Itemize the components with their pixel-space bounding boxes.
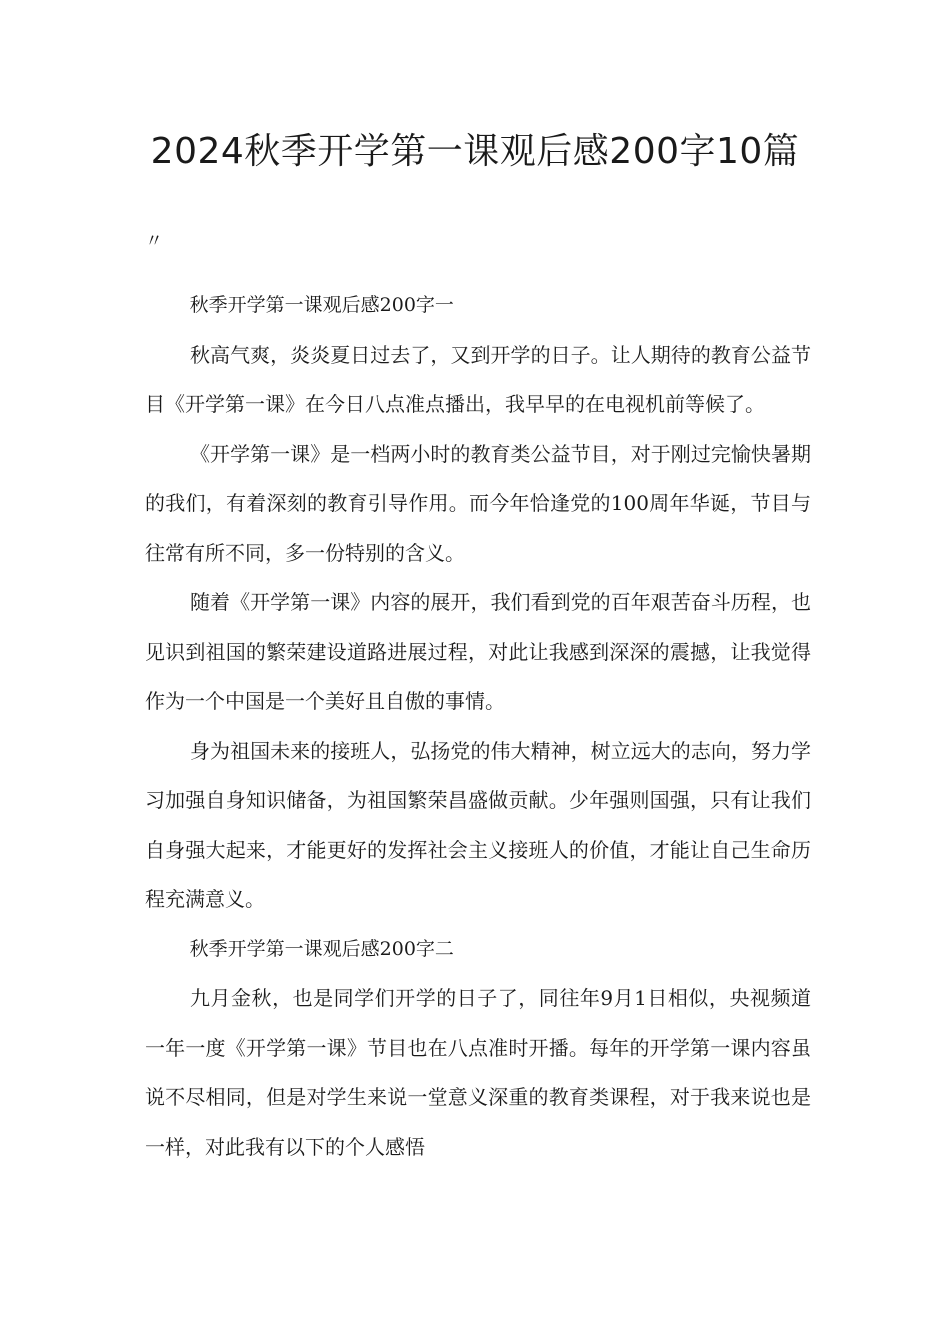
paragraph: 随着《开学第一课》内容的展开，我们看到党的百年艰苦奋斗历程，也见识到祖国的繁荣建设道路进展过程，对此让我感到深深的震撼，让我觉得作为一个中国是一个美好且自傲的事情。 (145, 590, 811, 713)
document-title: 2024秋季开学第一课观后感200字10篇 (150, 131, 800, 172)
paragraph: 秋高气爽，炎炎夏日过去了，又到开学的日子。让人期待的教育公益节目《开学第一课》在今日八点准点播出，我早早的在电视机前等候了。 (145, 342, 811, 416)
paragraph: 《开学第一课》是一档两小时的教育类公益节目，对于刚过完愉快暑期的我们，有着深刻的教育引导作用。而今年恰逢党的100周年华诞，节目与往常有所不同，多一份特别的含义。 (145, 441, 811, 565)
paragraph: 九月金秋，也是同学们开学的日子了，同往年9月1日相似，央视频道一年一度《开学第一课》节目也在八点准时开播。每年的开学第一课内容虽说不尽相同，但是对学生来说一堂意义深重的教育类课程，对于我来说也是一样，对此我有以下的个人感悟 (145, 986, 811, 1159)
section-heading: 秋季开学第一课观后感200字二 (189, 937, 454, 960)
section-heading: 秋季开学第一课观后感200字一 (189, 294, 454, 316)
paragraph: 身为祖国未来的接班人，弘扬党的伟大精神，树立远大的志向，努力学习加强自身知识储备，为祖国繁荣昌盛做贡献。少年强则国强，只有让我们自身强大起来，才能更好的发挥社会主义接班人的价值，才能让自己生命历程充满意义。 (145, 738, 811, 911)
document-body (145, 281, 811, 1172)
stray-mark: 〃 (145, 231, 163, 252)
